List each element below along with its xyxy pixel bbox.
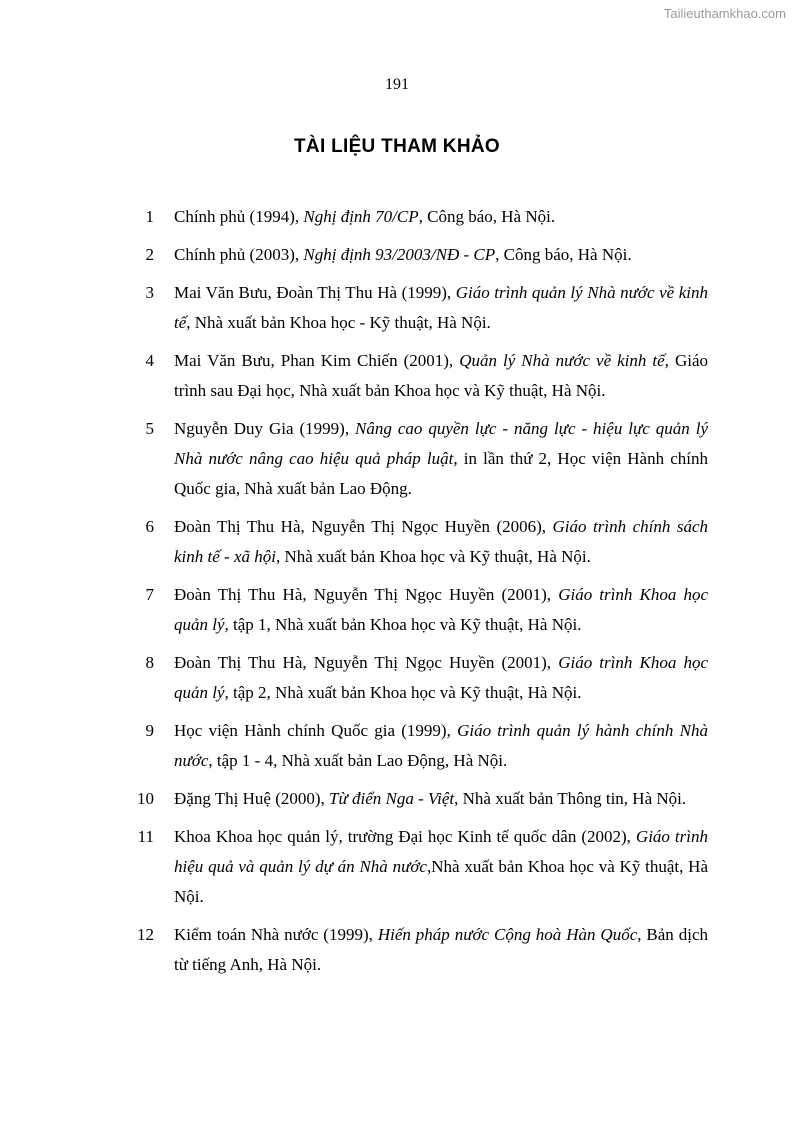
reference-text — [174, 278, 708, 338]
reference-list — [128, 202, 708, 988]
reference-segment: Đoàn Thị Thu Hà, Nguyễn Thị Ngọc Huyền (2001), — [174, 653, 559, 672]
reference-segment: , Nhà xuất bản Thông tin, Hà Nội. — [454, 789, 687, 808]
reference-item — [128, 580, 708, 640]
reference-text — [174, 716, 708, 776]
reference-segment: Giáo trình sau Đại học, Nhà xuất bản Khoa học và Kỹ thuật, Hà Nội. — [174, 351, 708, 400]
reference-text — [174, 414, 708, 504]
reference-title: Quản lý Nhà nước về kinh tế, — [459, 351, 669, 370]
reference-title: Hiến pháp nước Cộng hoà Hàn Quốc — [377, 925, 638, 944]
reference-title: Giáo trình Khoa học quản lý, — [174, 653, 708, 702]
reference-segment: Mai Văn Bưu, Đoàn Thị Thu Hà (1999), — [174, 283, 456, 302]
reference-item — [128, 512, 708, 572]
reference-number: 12 — [137, 925, 154, 944]
reference-segment: , Nhà xuất bản Khoa học và Kỹ thuật, Hà Nội. — [275, 547, 591, 566]
reference-segment: Nguyễn Duy Gia (1999), — [174, 419, 356, 438]
reference-segment: , Công báo, Hà Nội. — [495, 245, 632, 264]
reference-item — [128, 716, 708, 776]
reference-segment: Đoàn Thị Thu Hà, Nguyễn Thị Ngọc Huyền (2001), — [174, 585, 559, 604]
reference-item — [128, 648, 708, 708]
reference-number: 10 — [137, 789, 154, 808]
reference-segment: tập 1, Nhà xuất bản Khoa học và Kỹ thuật, Hà Nội. — [228, 615, 582, 634]
reference-number: 8 — [145, 653, 154, 672]
reference-title: Giáo trình quản lý Nhà nước về kinh tế — [174, 283, 709, 332]
reference-item — [128, 240, 708, 270]
reference-title: Giáo trình quản lý hành chính Nhà nước — [174, 721, 708, 770]
reference-text — [174, 346, 708, 406]
page-title: TÀI LIỆU THAM KHẢO — [294, 136, 500, 157]
reference-segment: Khoa Khoa học quản lý, trường Đại học Kinh tế quốc dân (2002), — [174, 827, 636, 846]
reference-number: 5 — [145, 419, 154, 438]
reference-title: Giáo trình hiệu quả và quản lý dự án Nhà nước — [174, 827, 708, 876]
reference-segment: Chính phủ (1994), — [174, 207, 304, 226]
reference-segment: in lần thứ 2, Học viện Hành chính Quốc gia, Nhà xuất bản Lao Động. — [174, 449, 708, 498]
reference-item — [128, 346, 708, 406]
reference-title: Giáo trình Khoa học quản lý, — [174, 585, 708, 634]
reference-number: 2 — [145, 245, 154, 264]
reference-text — [174, 512, 708, 572]
reference-text — [174, 580, 708, 640]
reference-title: Từ điển Nga - Việt — [329, 789, 455, 808]
reference-number: 7 — [145, 585, 154, 604]
reference-segment: Đặng Thị Huệ (2000), — [174, 789, 330, 808]
reference-text — [174, 648, 708, 708]
reference-segment: Học viện Hành chính Quốc gia (1999), — [174, 721, 458, 740]
reference-text — [174, 240, 708, 270]
reference-number: 11 — [137, 827, 154, 846]
reference-number: 4 — [145, 351, 154, 370]
reference-title: Nghị định 70/CP — [303, 207, 419, 226]
reference-item — [128, 414, 708, 504]
reference-segment: Đoàn Thị Thu Hà, Nguyễn Thị Ngọc Huyền (2006), — [174, 517, 553, 536]
reference-segment: Kiểm toán Nhà nước (1999), — [174, 925, 378, 944]
reference-number: 3 — [145, 283, 154, 302]
reference-segment: , Công báo, Hà Nội. — [418, 207, 556, 226]
reference-item — [128, 202, 708, 232]
reference-segment: , Bản dịch từ tiếng Anh, Hà Nội. — [174, 925, 709, 974]
reference-segment: ,Nhà xuất bản Khoa học và Kỹ thuật, Hà Nội. — [174, 857, 708, 906]
reference-segment: Chính phủ (2003), — [174, 245, 304, 264]
reference-title: Nâng cao quyền lực - năng lực - hiệu lực quản lý Nhà nước nâng cao hiệu quả pháp luật, — [174, 419, 708, 468]
reference-title: Nghị định 93/2003/NĐ - CP — [303, 245, 496, 264]
reference-item — [128, 278, 708, 338]
reference-text — [174, 822, 708, 912]
reference-text — [174, 784, 708, 814]
reference-item — [128, 920, 708, 980]
reference-title: Giáo trình chính sách kinh tế - xã hội — [174, 517, 708, 566]
reference-segment: , Nhà xuất bản Khoa học - Kỹ thuật, Hà Nội. — [186, 313, 491, 332]
reference-item — [128, 822, 708, 912]
page-number: 191 — [385, 76, 409, 93]
reference-number: 1 — [145, 207, 154, 226]
reference-segment: tập 2, Nhà xuất bản Khoa học và Kỹ thuật, Hà Nội. — [228, 683, 582, 702]
reference-number: 9 — [145, 721, 154, 740]
watermark: Tailieuthamkhao.com — [663, 6, 786, 21]
reference-text — [174, 920, 708, 980]
reference-item — [128, 784, 708, 814]
reference-text — [174, 202, 708, 232]
reference-segment: Mai Văn Bưu, Phan Kim Chiến (2001), — [174, 351, 460, 370]
reference-number: 6 — [145, 517, 154, 536]
reference-segment: , tập 1 - 4, Nhà xuất bản Lao Động, Hà Nội. — [208, 751, 508, 770]
